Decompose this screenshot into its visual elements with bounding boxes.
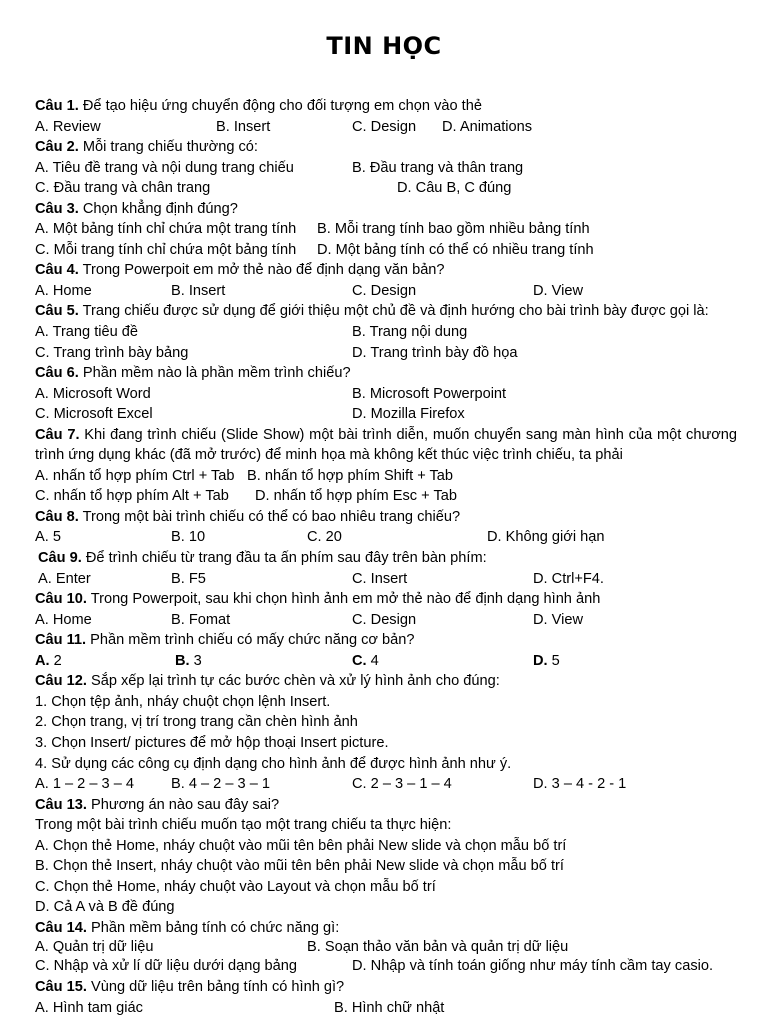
options-row xyxy=(35,610,737,631)
option-c: C. Design xyxy=(352,611,417,628)
option-value: 4 xyxy=(370,652,379,669)
option-value: 3 xyxy=(193,652,202,669)
option-a: A. Trang tiêu đề xyxy=(35,324,139,341)
option-value: 2 xyxy=(53,652,62,669)
question-text: Mỗi trang chiếu thường có: xyxy=(82,139,258,156)
question-label: Câu 13. xyxy=(35,796,87,813)
option-d: D. Một bảng tính có thể có nhiều trang tính xyxy=(317,241,594,258)
option-c: C. 2 – 3 – 1 – 4 xyxy=(352,776,452,793)
question-list xyxy=(35,96,737,1018)
options-row xyxy=(35,384,737,405)
options-row xyxy=(35,774,737,795)
options-row xyxy=(35,240,737,261)
question-9 xyxy=(35,548,737,569)
option-d: D. Ctrl+F4. xyxy=(533,570,604,587)
question-2 xyxy=(35,137,737,158)
question-text: Phương án nào sau đây sai? xyxy=(90,796,280,813)
question-text: Trang chiếu được sử dụng để giới thiệu một chủ đề và định hướng cho bài trình bày được gọi là: xyxy=(82,303,709,320)
option-d: D. Câu B, C đúng xyxy=(397,180,512,197)
step-2: 2. Chọn trang, vị trí trong trang cần chèn hình ảnh xyxy=(35,714,358,731)
option-b: B. Mỗi trang tính bao gồm nhiều bảng tính xyxy=(317,221,590,238)
question-10 xyxy=(35,589,737,610)
option-d: D. Cả A và B đề đúng xyxy=(35,899,175,916)
question-text: Vùng dữ liệu trên bảng tính có hình gì? xyxy=(90,978,345,995)
option-a: A. Enter xyxy=(38,570,91,587)
question-text: Phần mềm nào là phần mềm trình chiếu? xyxy=(82,365,351,382)
question-3 xyxy=(35,199,737,220)
options-row xyxy=(35,281,737,302)
question-label: Câu 14. xyxy=(35,919,87,936)
question-label: Câu 15. xyxy=(35,978,87,995)
option-c: C. Mỗi trang tính chỉ chứa một bảng tính xyxy=(35,241,297,258)
option-b: B. Microsoft Powerpoint xyxy=(352,385,507,402)
option-b: B. Insert xyxy=(171,282,226,299)
option-b xyxy=(175,651,202,672)
options-row xyxy=(35,117,737,138)
question-text: Trong một bài trình chiếu có thể có bao nhiêu trang chiếu? xyxy=(82,508,461,525)
options-row xyxy=(35,998,737,1019)
question-label: Câu 10. xyxy=(35,591,87,608)
step-4: 4. Sử dụng các công cụ định dạng cho hình ảnh để được hình ảnh như ý. xyxy=(35,755,512,772)
page-title: TIN HỌC xyxy=(326,32,442,60)
option-d xyxy=(533,651,560,672)
option-a: A. Microsoft Word xyxy=(35,385,151,402)
options-row xyxy=(35,569,737,590)
option-a: A. Review xyxy=(35,118,101,135)
option-b: B. nhấn tổ hợp phím Shift + Tab xyxy=(247,467,454,484)
question-label: Câu 3. xyxy=(35,200,79,217)
question-11 xyxy=(35,630,737,651)
option-a: A. nhấn tổ hợp phím Ctrl + Tab xyxy=(35,467,235,484)
question-13 xyxy=(35,795,737,816)
question-label: Câu 4. xyxy=(35,262,79,279)
option-a xyxy=(35,651,62,672)
option-d: D. Animations xyxy=(442,118,533,135)
option-c: C. 20 xyxy=(307,529,342,546)
options-row xyxy=(35,651,737,672)
option-d: D. nhấn tổ hợp phím Esc + Tab xyxy=(255,488,457,505)
option-c: C. Microsoft Excel xyxy=(35,406,153,423)
option-b: B. 10 xyxy=(171,529,206,546)
question-label: Câu 2. xyxy=(35,139,79,156)
option-d: D. Mozilla Firefox xyxy=(352,406,465,423)
question-15 xyxy=(35,977,737,998)
option-c: C. Design xyxy=(352,118,417,135)
step-1: 1. Chọn tệp ảnh, nháy chuột chọn lệnh Insert. xyxy=(35,693,331,710)
options-row xyxy=(35,404,737,425)
question-label: Câu 8. xyxy=(35,508,79,525)
option-b: B. Trang nội dung xyxy=(352,324,468,341)
question-text: Để tạo hiệu ứng chuyển động cho đối tượng em chọn vào thẻ xyxy=(82,98,482,114)
question-intro: Trong một bài trình chiếu muốn tạo một trang chiếu ta thực hiện: xyxy=(35,817,452,834)
option-c: C. Chọn thẻ Home, nháy chuột vào Layout và chọn mẫu bố trí xyxy=(35,878,436,895)
option-c: C. Trang trình bày bảng xyxy=(35,344,189,361)
options-row xyxy=(35,178,737,199)
option-b: B. Fomat xyxy=(171,611,231,628)
option-a: A. 5 xyxy=(35,529,61,546)
option-c: C. Đầu trang và chân trang xyxy=(35,180,211,197)
option-b: B. Đầu trang và thân trang xyxy=(352,159,524,176)
question-text: Để trình chiếu từ trang đầu ta ấn phím sau đây trên bàn phím: xyxy=(85,550,487,567)
question-5 xyxy=(35,301,737,322)
option-c: C. Design xyxy=(352,282,417,299)
question-text: Phần mềm trình chiếu có mấy chức năng cơ bản? xyxy=(90,632,415,649)
question-label: Câu 6. xyxy=(35,365,79,382)
option-c: C. Nhập và xử lí dữ liệu dưới dạng bảng xyxy=(35,958,297,975)
option-a: A. Home xyxy=(35,611,92,628)
question-6 xyxy=(35,363,737,384)
option-b: B. Hình chữ nhật xyxy=(334,999,445,1016)
options-row xyxy=(35,486,737,507)
option-d: D. View xyxy=(533,282,584,299)
question-4 xyxy=(35,260,737,281)
question-label: Câu 5. xyxy=(35,303,79,320)
options-row xyxy=(35,956,737,977)
option-c xyxy=(352,651,379,672)
option-key: B. xyxy=(175,652,190,669)
options-row xyxy=(35,343,737,364)
options-row xyxy=(35,938,737,956)
option-key: A. xyxy=(35,652,50,669)
option-value: 5 xyxy=(551,652,560,669)
question-text: Sắp xếp lại trình tự các bước chèn và xử lý hình ảnh cho đúng: xyxy=(90,673,500,690)
question-label: Câu 11. xyxy=(35,632,87,649)
question-14 xyxy=(35,918,737,939)
option-b: B. Soạn thảo văn bản và quản trị dữ liệu xyxy=(307,939,569,956)
option-d: D. View xyxy=(533,611,584,628)
options-row xyxy=(35,322,737,343)
option-d: D. Không giới hạn xyxy=(487,529,605,546)
option-a: A. 1 – 2 – 3 – 4 xyxy=(35,776,134,793)
option-b: B. F5 xyxy=(171,570,206,587)
question-label: Câu 9. xyxy=(38,550,82,567)
option-a: A. Home xyxy=(35,282,92,299)
option-a: A. Hình tam giác xyxy=(35,999,143,1016)
option-d: D. Trang trình bày đồ họa xyxy=(352,344,518,361)
question-label: Câu 7. xyxy=(35,426,80,443)
option-a: A. Chọn thẻ Home, nháy chuột vào mũi tên bên phải New slide và chọn mẫu bố trí xyxy=(35,837,567,854)
options-row xyxy=(35,158,737,179)
step-3: 3. Chọn Insert/ pictures để mở hộp thoại Insert picture. xyxy=(35,734,389,751)
question-12 xyxy=(35,671,737,692)
option-b: B. 4 – 2 – 3 – 1 xyxy=(171,776,270,793)
question-text: Trong Powerpoit em mở thẻ nào để định dạng văn bản? xyxy=(82,262,445,279)
question-1 xyxy=(35,96,737,117)
options-row xyxy=(35,527,737,548)
options-row xyxy=(35,466,737,487)
question-text: Phần mềm bảng tính có chức năng gì: xyxy=(90,919,340,936)
options-row xyxy=(35,219,737,240)
option-a: A. Tiêu đề trang và nội dung trang chiếu xyxy=(35,159,294,176)
option-c: C. Insert xyxy=(352,570,408,587)
question-text: Chọn khẳng định đúng? xyxy=(82,200,238,217)
option-a: A. Một bảng tính chỉ chứa một trang tính xyxy=(35,221,297,238)
question-label: Câu 12. xyxy=(35,673,87,690)
option-d: D. 3 – 4 - 2 - 1 xyxy=(533,776,627,793)
option-b: B. Chọn thẻ Insert, nháy chuột vào mũi tên bên phải New slide và chọn mẫu bố trí xyxy=(35,858,564,875)
option-d: D. Nhập và tính toán giống như máy tính cầm tay casio. xyxy=(352,958,714,975)
question-text: Khi đang trình chiếu (Slide Show) một bài trình diễn, muốn chuyển sang màn hình của một chương trình ứng dụng khác (đã mở trước) để minh họa mà không kết thúc việc trình chiếu, ta phải xyxy=(35,426,738,464)
option-b: B. Insert xyxy=(216,118,271,135)
question-text: Trong Powerpoit, sau khi chọn hình ảnh em mở thẻ nào để định dạng hình ảnh xyxy=(90,591,601,608)
question-label: Câu 1. xyxy=(35,98,79,114)
option-key: C. xyxy=(352,652,367,669)
question-7 xyxy=(35,425,737,466)
option-a: A. Quản trị dữ liệu xyxy=(35,939,154,956)
option-key: D. xyxy=(533,652,548,669)
question-8 xyxy=(35,507,737,528)
option-c: C. nhấn tổ hợp phím Alt + Tab xyxy=(35,488,229,505)
